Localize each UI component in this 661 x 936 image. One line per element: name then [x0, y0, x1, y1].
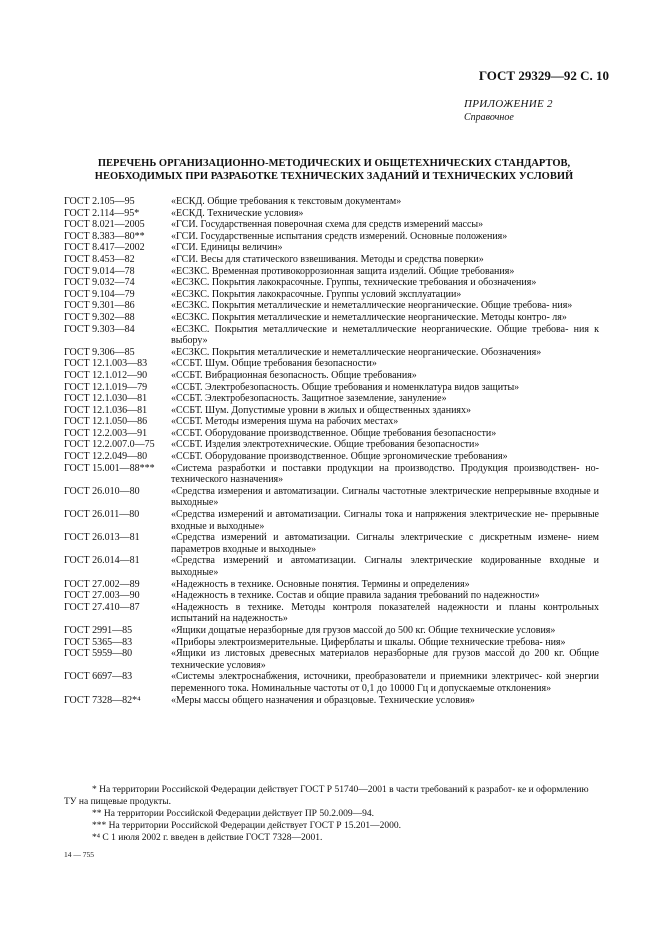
- standard-title: «ССБТ. Методы измерения шума на рабочих местах»: [171, 416, 399, 428]
- footnote: *⁴ С 1 июля 2002 г. введен в действие ГОСТ 7328—2001.: [92, 833, 323, 843]
- list-item: [64, 393, 599, 405]
- list-item: [64, 370, 599, 382]
- standard-title: «ЕСЗКС. Покрытия металлические и неметаллические неорганические. Обозначения»: [171, 346, 542, 358]
- standard-title: «Надежность в технике. Методы контроля показателей надежности и планы контрольных испытаний на надежность»: [171, 601, 599, 625]
- standard-code: ГОСТ 12.1.003—83: [64, 358, 148, 370]
- appendix-subtitle: Справочное: [464, 112, 514, 123]
- list-item: [64, 358, 599, 370]
- standard-code: ГОСТ 27.003—90: [64, 590, 140, 602]
- standard-title: «ЕСЗКС. Покрытия металлические и неметаллические неорганические. Общие требова- ния к выбору»: [171, 323, 599, 347]
- list-item: [64, 625, 599, 637]
- list-item: [64, 405, 599, 417]
- standard-title: «ЕСКД. Технические условия»: [171, 207, 304, 219]
- list-item: [64, 231, 599, 243]
- standard-code: ГОСТ 8.383—80**: [64, 230, 145, 242]
- standard-code: ГОСТ 2991—85: [64, 624, 133, 636]
- page-title-line-1: ПЕРЕЧЕНЬ ОРГАНИЗАЦИОННО-МЕТОДИЧЕСКИХ И ОБЩЕТЕХНИЧЕСКИХ СТАНДАРТОВ,: [97, 158, 571, 169]
- standard-code: ГОСТ 9.306—85: [64, 346, 135, 358]
- list-item: [64, 196, 599, 208]
- page-title: [64, 157, 604, 183]
- standard-title: «ССБТ. Электробезопасность. Общие требования и номенклатура видов защиты»: [171, 381, 520, 393]
- standard-code: ГОСТ 5959—80: [64, 648, 133, 660]
- standard-code: ГОСТ 12.1.036—81: [64, 404, 148, 416]
- list-item: [64, 289, 599, 301]
- standard-code: ГОСТ 9.301—86: [64, 300, 135, 312]
- standard-title: «ССБТ. Оборудование производственное. Общие эргономические требования»: [171, 451, 508, 463]
- standard-code: ГОСТ 2.114—95*: [64, 207, 140, 219]
- standard-title: «Система разработки и поставки продукции на производство. Продукция производствен- но-технического назначения»: [171, 462, 599, 486]
- standard-code: ГОСТ 27.410—87: [64, 601, 140, 613]
- footnote: ** На территории Российской Федерации действует ПР 50.2.009—94.: [92, 809, 374, 819]
- standard-title: «ССБТ. Шум. Допустимые уровни в жилых и общественных зданиях»: [171, 404, 472, 416]
- standard-title: «Ящики дощатые неразборные для грузов массой до 500 кг. Общие технические условия»: [171, 624, 556, 636]
- standard-code: ГОСТ 8.021—2005: [64, 219, 145, 231]
- list-item: [64, 579, 599, 591]
- standard-title: «Надежность в технике. Основные понятия. Термины и определения»: [171, 578, 470, 590]
- list-item: [64, 590, 599, 602]
- list-item: [64, 300, 599, 312]
- standard-code: ГОСТ 26.014—81: [64, 555, 140, 567]
- footnote: *** На территории Российской Федерации действует ГОСТ Р 15.201—2000.: [92, 821, 401, 831]
- standard-code: ГОСТ 12.2.049—80: [64, 451, 148, 463]
- appendix-title: ПРИЛОЖЕНИЕ 2: [464, 98, 553, 110]
- list-item: [64, 509, 599, 532]
- document-header-code: ГОСТ 29329—92 С. 10: [478, 68, 609, 83]
- standard-title: «ГСИ. Весы для статического взвешивания. Методы и средства поверки»: [171, 253, 484, 265]
- standard-code: ГОСТ 12.1.050—86: [64, 416, 148, 428]
- list-item: [64, 324, 599, 347]
- list-item: [64, 208, 599, 220]
- standard-title: «ГСИ. Государственные испытания средств измерений. Основные положения»: [171, 230, 508, 242]
- standard-title: «ЕСЗКС. Покрытия металлические и неметаллические неорганические. Общие требова- ния»: [171, 300, 573, 312]
- list-item: [64, 695, 599, 707]
- standard-title: «Меры массы общего назначения и образцовые. Технические условия»: [171, 694, 475, 706]
- standard-title: «ССБТ. Оборудование производственное. Общие требования безопасности»: [171, 427, 497, 439]
- standard-code: ГОСТ 8.417—2002: [64, 242, 145, 254]
- standard-title: «ЕСЗКС. Временная противокоррозионная защита изделий. Общие требования»: [171, 265, 515, 277]
- list-item: [64, 416, 599, 428]
- list-item: [64, 312, 599, 324]
- standard-title: «ССБТ. Шум. Общие требования безопасности»: [171, 358, 377, 370]
- standard-title: «Приборы электроизмерительные. Циферблаты и шкалы. Общие технические требова- ния»: [171, 636, 566, 648]
- list-item: [64, 277, 599, 289]
- list-item: [64, 486, 599, 509]
- standard-title: «Надежность в технике. Состав и общие правила задания требований по надежности»: [171, 590, 540, 602]
- standard-title: «Средства измерений и автоматизации. Сигналы тока и напряжения электрические не- прерывные входные и выходные»: [171, 509, 599, 532]
- standard-title: «ЕСЗКС. Покрытия лакокрасочные. Группы условий эксплуатации»: [171, 288, 462, 300]
- standard-title: «ГСИ. Единицы величин»: [171, 242, 283, 254]
- appendix-label: [464, 98, 564, 124]
- list-item: [64, 428, 599, 440]
- standard-code: ГОСТ 9.104—79: [64, 288, 135, 300]
- standard-title: «Средства измерений и автоматизации. Сигналы электрические с дискретным измене- нием параметров входные и выходные»: [171, 532, 599, 555]
- list-item: [64, 382, 599, 394]
- footnote: * На территории Российской Федерации действует ГОСТ Р 51740—2001 в части требований к разработ- ке и оформлению ТУ на пищевые продукты.: [64, 785, 589, 807]
- standard-code: ГОСТ 6697—83: [64, 671, 133, 683]
- standard-code: ГОСТ 26.011—80: [64, 509, 140, 521]
- page-title-line-2: НЕОБХОДИМЫХ ПРИ РАЗРАБОТКЕ ТЕХНИЧЕСКИХ ЗАДАНИЙ И ТЕХНИЧЕСКИХ УСЛОВИЙ: [94, 171, 574, 182]
- standard-title: «ЕСЗКС. Покрытия металлические и неметаллические неорганические. Методы контро- ля»: [171, 311, 567, 323]
- standard-code: ГОСТ 9.032—74: [64, 277, 135, 289]
- list-item: [64, 451, 599, 463]
- standard-title: «ССБТ. Электробезопасность. Защитное заземление, зануление»: [171, 393, 447, 405]
- list-item: [64, 266, 599, 278]
- standard-code: ГОСТ 9.302—88: [64, 311, 135, 323]
- standard-code: ГОСТ 12.1.030—81: [64, 393, 148, 405]
- standard-code: ГОСТ 26.010—80: [64, 485, 140, 497]
- list-item: [64, 347, 599, 359]
- list-item: [64, 463, 599, 486]
- standard-code: ГОСТ 12.1.012—90: [64, 369, 148, 381]
- list-item: [64, 439, 599, 451]
- standard-code: ГОСТ 9.303—84: [64, 323, 135, 335]
- standard-title: «ЕСЗКС. Покрытия лакокрасочные. Группы, технические требования и обозначения»: [171, 277, 537, 289]
- standard-title: «Ящики из листовых древесных материалов неразборные для грузов массой до 200 кг. Общие технические условия»: [171, 648, 599, 671]
- footnotes: [64, 784, 599, 844]
- print-mark: 14 — 755: [64, 850, 94, 859]
- list-item: [64, 532, 599, 555]
- standard-title: «ССБТ. Изделия электротехнические. Общие требования безопасности»: [171, 439, 480, 451]
- list-item: [64, 671, 599, 694]
- list-item: [64, 602, 599, 625]
- standard-code: ГОСТ 9.014—78: [64, 265, 135, 277]
- standard-code: ГОСТ 5365—83: [64, 636, 133, 648]
- standard-title: «Средства измерения и автоматизации. Сигналы частотные электрические непрерывные входные и выходные»: [171, 485, 599, 509]
- list-item: [64, 242, 599, 254]
- standard-code: ГОСТ 26.013—81: [64, 532, 140, 544]
- list-item: [64, 648, 599, 671]
- standard-code: ГОСТ 15.001—88***: [64, 462, 155, 474]
- standards-list: [64, 196, 599, 706]
- standard-code: ГОСТ 7328—82*⁴: [64, 694, 141, 706]
- standard-title: «Средства измерений и автоматизации. Сигналы электрические кодированные входные и выходные»: [171, 555, 599, 578]
- standard-title: «ССБТ. Вибрационная безопасность. Общие требования»: [171, 369, 417, 381]
- list-item: [64, 637, 599, 649]
- standard-code: ГОСТ 12.2.007.0—75: [64, 439, 155, 451]
- list-item: [64, 219, 599, 231]
- list-item: [64, 254, 599, 266]
- list-item: [64, 555, 599, 578]
- standard-title: «ГСИ. Государственная поверочная схема для средств измерений массы»: [171, 219, 484, 231]
- standard-title: «Системы электроснабжения, источники, преобразователи и приемники электричес- кой энергии переменного тока. Номинальные частоты от 0,1 до 10000 Гц и допускаемые отклонения»: [171, 671, 599, 694]
- standard-code: ГОСТ 12.1.019—79: [64, 381, 148, 393]
- standard-code: ГОСТ 8.453—82: [64, 253, 135, 265]
- standard-code: ГОСТ 12.2.003—91: [64, 427, 148, 439]
- standard-code: ГОСТ 2.105—95: [64, 196, 135, 207]
- standard-title: «ЕСКД. Общие требования к текстовым документам»: [171, 196, 402, 207]
- standard-code: ГОСТ 27.002—89: [64, 578, 140, 590]
